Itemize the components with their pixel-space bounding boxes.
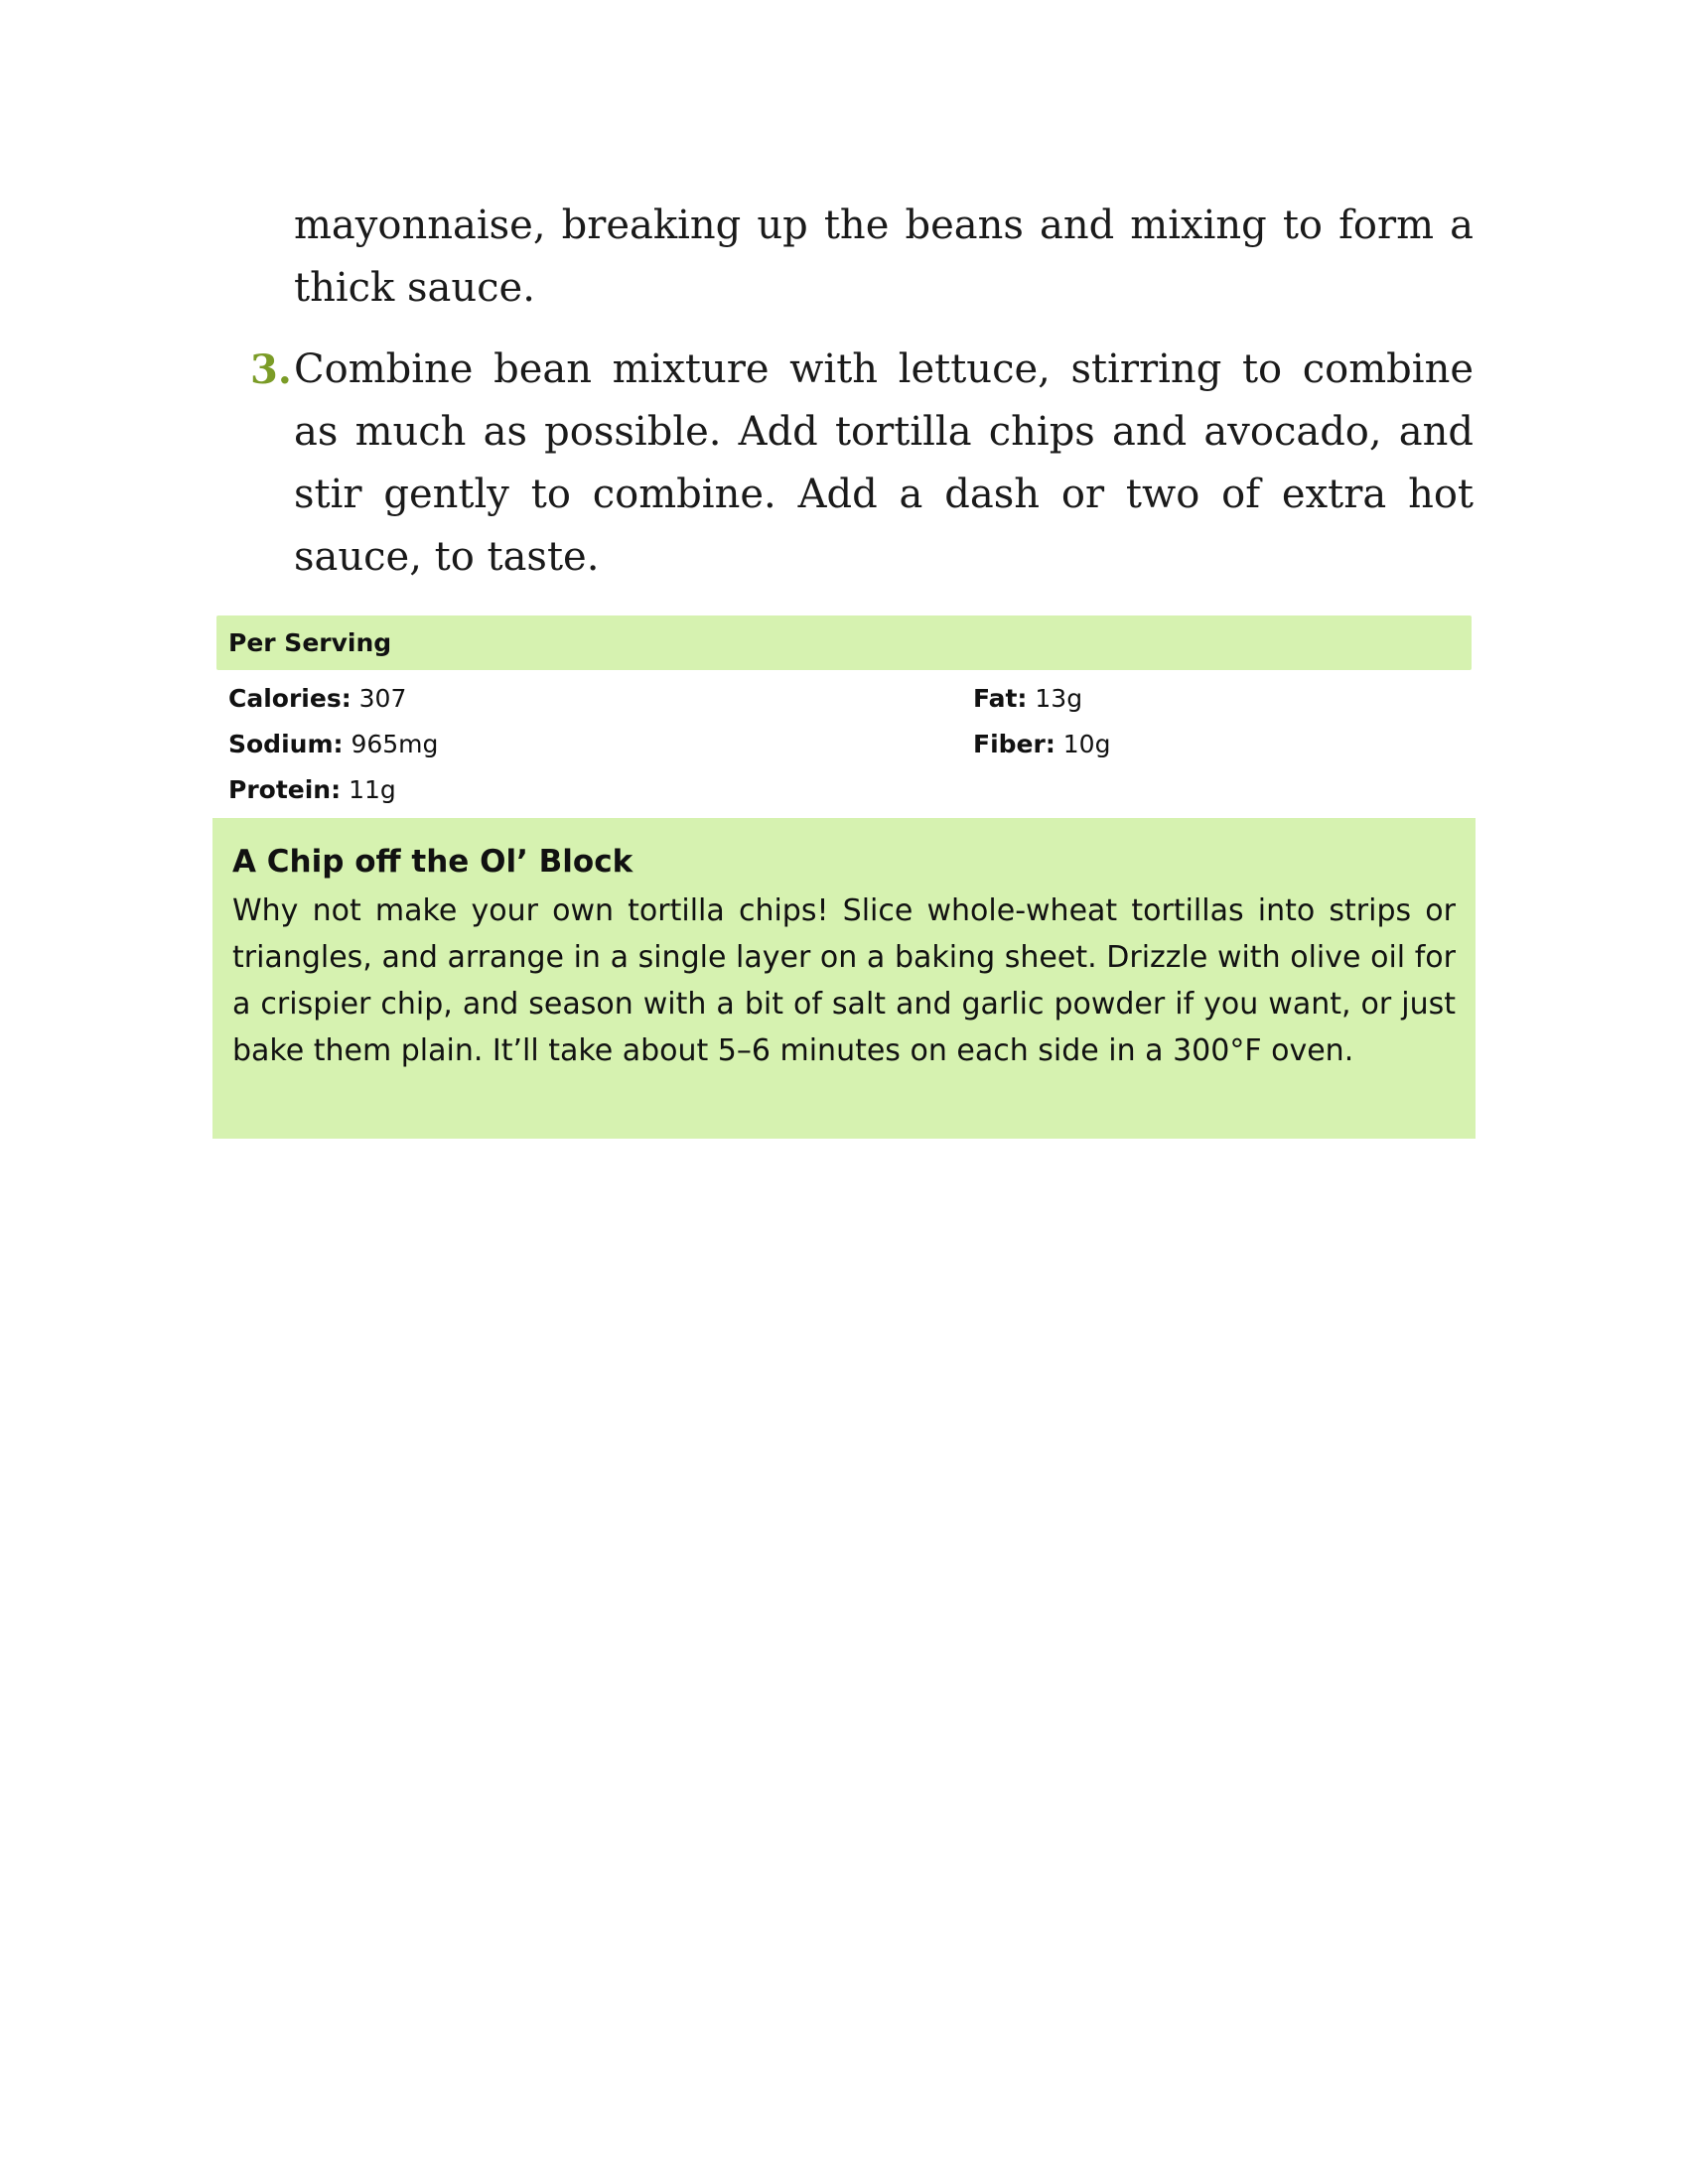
- nutrition-label: Fiber:: [973, 730, 1055, 758]
- nutrition-protein: [228, 767, 973, 813]
- nutrition-value: 13g: [1035, 684, 1083, 713]
- tip-body: Why not make your own tortilla chips! Slice whole-wheat tortillas into strips or triangles, and arrange in a single layer on a baking sheet. Drizzle with olive oil for a crispier chip, and season with a bit of salt and garlic powder if you want, or just bake them plain. It’ll take about 5–6 minutes on each side in a 300°F oven.: [232, 893, 1456, 1068]
- nutrition-label: Calories:: [228, 684, 352, 713]
- nutrition-table: [216, 615, 1472, 813]
- nutrition-sodium: [228, 722, 973, 767]
- tip-sidebar: [212, 818, 1476, 1139]
- nutrition-grid: [216, 676, 1472, 813]
- nutrition-label: Fat:: [973, 684, 1028, 713]
- step-number: 3.: [250, 346, 292, 393]
- nutrition-calories: [228, 676, 973, 722]
- nutrition-label: Sodium:: [228, 730, 344, 758]
- step-continuation: mayonnaise, breaking up the beans and mixing to form a thick sauce.: [294, 203, 1474, 311]
- step-text: Combine bean mixture with lettuce, stirring to combine as much as possible. Add tortilla chips and avocado, and stir gently to combine. Add a dash or two of extra hot sauce, to taste.: [294, 346, 1474, 580]
- nutrition-header: Per Serving: [216, 615, 1472, 670]
- nutrition-value: 307: [358, 684, 407, 713]
- tip-title: A Chip off the Ol’ Block: [232, 844, 633, 880]
- nutrition-label: Protein:: [228, 775, 342, 804]
- nutrition-fat: [973, 676, 1483, 722]
- nutrition-value: 965mg: [351, 730, 439, 758]
- recipe-step: [250, 339, 1474, 589]
- nutrition-fiber: [973, 722, 1483, 767]
- recipe-steps: [250, 195, 1474, 589]
- nutrition-value: 11g: [349, 775, 396, 804]
- nutrition-value: 10g: [1062, 730, 1111, 758]
